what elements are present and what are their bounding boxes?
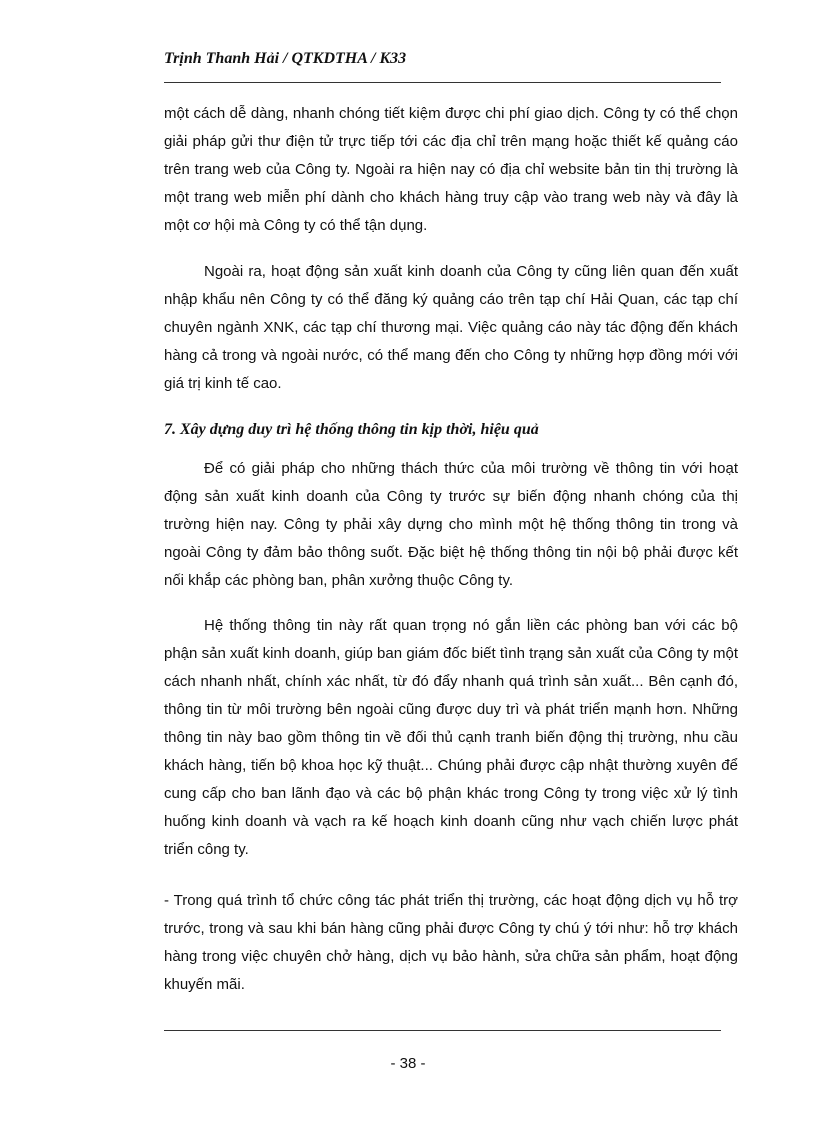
paragraph-information-solution: Để có giải pháp cho những thách thức của môi trường về thông tin với hoạt động sản xuất kinh doanh của Công ty trước sự biến động nhanh chóng của thị trường hiện nay. Công ty phải xây dựng cho mình một hệ thống thông tin trong và ngoài Công ty đảm bảo thông suốt. Đặc biệt hệ thống thông tin nội bộ phải được kết nối khắp các phòng ban, phân xưởng thuộc Công ty.: [164, 460, 738, 589]
header-divider: [164, 82, 721, 83]
footer-divider: [164, 1030, 721, 1031]
paragraph-online-ads-continued: một cách dễ dàng, nhanh chóng tiết kiệm được chi phí giao dịch. Công ty có thể chọn giải pháp gửi thư điện tử trực tiếp tới các địa chỉ trên mạng hoặc thiết kế quảng cáo trên trang web của Công ty. Ngoài ra hiện nay có địa chỉ website bản tin thị trường là một trang web miễn phí dành cho khách hàng truy cập vào trang web này và đây là một cơ hội mà Công ty có thể tận dụng.: [164, 105, 738, 234]
header-title: Trịnh Thanh Hải / QTKDTHA / K33: [164, 50, 407, 67]
paragraph-magazine-ads: Ngoài ra, hoạt động sản xuất kinh doanh của Công ty cũng liên quan đến xuất nhập khẩu nên Công ty có thể đăng ký quảng cáo trên tạp chí Hải Quan, các tạp chí chuyên ngành XNK, các tạp chí thương mại. Việc quảng cáo này tác động đến khách hàng cả trong và ngoài nước, có thể mang đến cho Công ty những hợp đồng mới với giá trị kinh tế cao.: [164, 263, 738, 392]
paragraph-information-importance: Hệ thống thông tin này rất quan trọng nó gắn liền các phòng ban với các bộ phận sản xuất kinh doanh, giúp ban giám đốc biết tình trạng sản xuất của Công ty một cách nhanh nhất, chính xác nhất, từ đó đẩy nhanh quá trình sản xuất... Bên cạnh đó, thông tin từ môi trường bên ngoài cũng được duy trì và phát triển mạnh hơn. Những thông tin này bao gồm thông tin về đối thủ cạnh tranh biến động thị trường, nhu cầu khách hàng, tiến bộ khoa học kỹ thuật... Chúng phải được cập nhật thường xuyên để cung cấp cho ban lãnh đạo và các bộ phận khác trong Công ty trong việc xử lý tình huống kinh doanh và vạch ra kế hoạch kinh doanh cũng như vạch chiến lược phát triển công ty.: [164, 617, 738, 858]
section-heading-information-system: 7. Xây dựng duy trì hệ thống thông tin kịp thời, hiệu quả: [164, 421, 539, 438]
paragraph-support-services: - Trong quá trình tổ chức công tác phát triển thị trường, các hoạt động dịch vụ hỗ trợ trước, trong và sau khi bán hàng cũng phải được Công ty chú ý tới như: hỗ trợ khách hàng trong việc chuyên chở hàng, dịch vụ bảo hành, sửa chữa sản phẩm, hoạt động khuyến mãi.: [164, 892, 738, 993]
page-number: - 38 -: [390, 1055, 426, 1072]
